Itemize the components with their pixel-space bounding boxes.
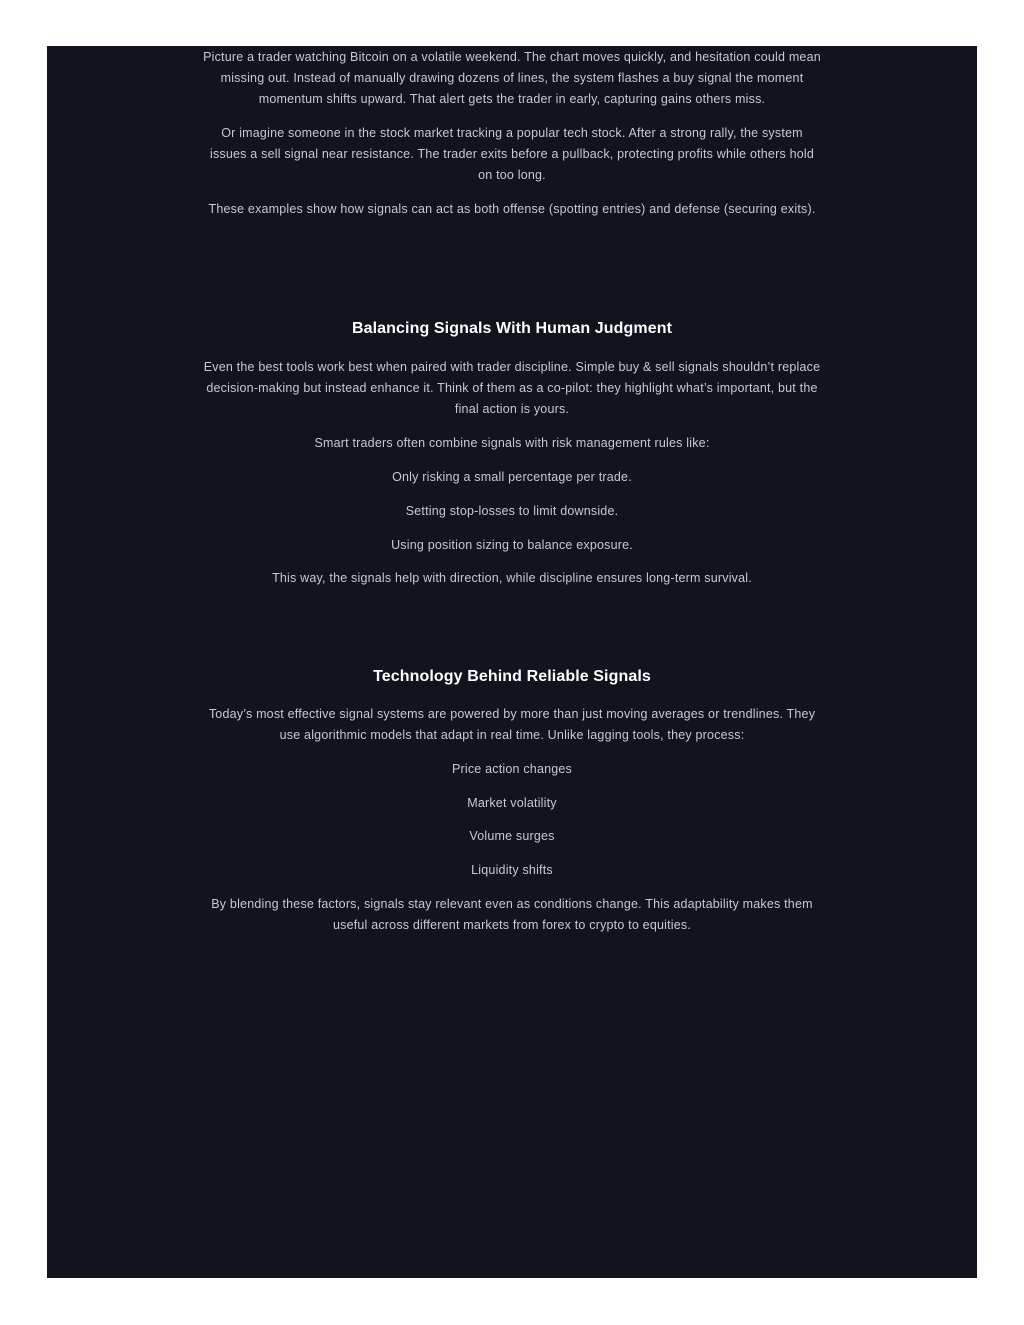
- list-item: Liquidity shifts: [471, 863, 553, 877]
- balancing-paragraph-2: Smart traders often combine signals with risk management rules like:: [314, 436, 710, 450]
- list-item: Setting stop-losses to limit downside.: [405, 504, 619, 518]
- list-item: Using position sizing to balance exposure.: [391, 538, 633, 552]
- balancing-paragraph-1: Even the best tools work best when paired with trader discipline. Simple buy & sell signals shouldn’t replace decision-making but instead enhance it. Think of them as a co-pilot: they highlight what’s important, but the final action is yours.: [203, 360, 821, 416]
- balancing-paragraph-3: This way, the signals help with direction, while discipline ensures long-term survival.: [272, 571, 752, 585]
- section-heading-technology: Technology Behind Reliable Signals: [373, 668, 651, 685]
- list-item: Volume surges: [469, 829, 555, 843]
- section-heading-balancing: Balancing Signals With Human Judgment: [351, 320, 673, 337]
- technology-paragraph-1: Today’s most effective signal systems are powered by more than just moving averages or trendlines. They use algorithmic models that adapt in real time. Unlike lagging tools, they process:: [208, 707, 816, 742]
- article-page: [47, 46, 977, 1278]
- list-item: Market volatility: [467, 796, 557, 810]
- technology-paragraph-2: By blending these factors, signals stay relevant even as conditions change. This adaptability makes them useful across different markets from forex to crypto to equities.: [211, 897, 813, 932]
- intro-paragraph-2: Or imagine someone in the stock market tracking a popular tech stock. After a strong rally, the system issues a sell signal near resistance. The trader exits before a pullback, protecting profits while others hold on too long.: [209, 126, 815, 182]
- list-item: Only risking a small percentage per trade.: [392, 470, 632, 484]
- list-item: Price action changes: [451, 762, 573, 776]
- intro-paragraph-3: These examples show how signals can act as both offense (spotting entries) and defense (securing exits).: [208, 202, 816, 216]
- intro-paragraph-1: Picture a trader watching Bitcoin on a volatile weekend. The chart moves quickly, and hesitation could mean missing out. Instead of manually drawing dozens of lines, the system flashes a buy signal the moment momentum shifts upward. That alert gets the trader in early, capturing gains others miss.: [203, 50, 821, 106]
